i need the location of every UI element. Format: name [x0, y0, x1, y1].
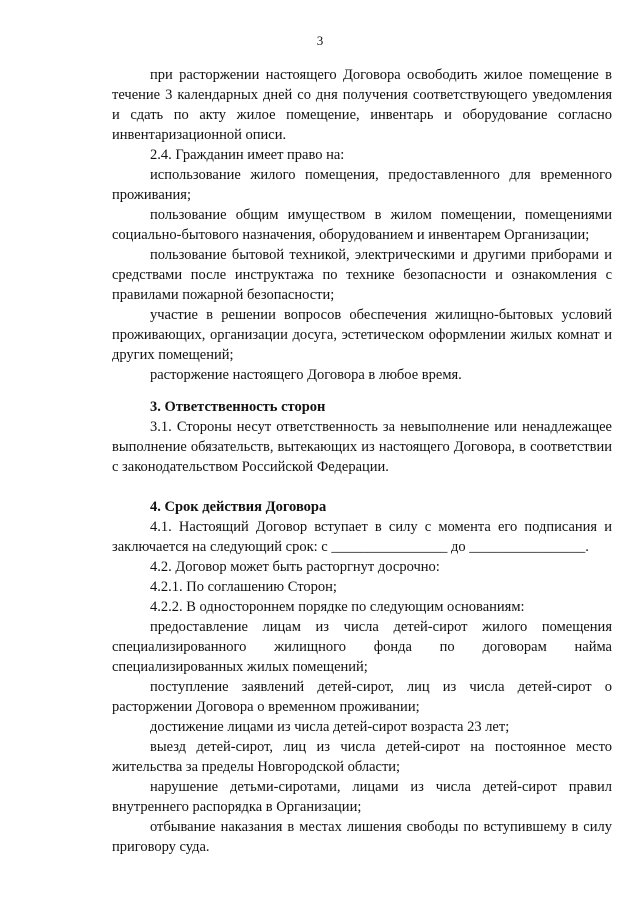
paragraph: выезд детей-сирот, лиц из числа детей-сирот на постоянное место жительства за пределы Новгородской области;	[112, 739, 612, 775]
page-number: 3	[316, 33, 324, 48]
paragraph: расторжение настоящего Договора в любое время.	[150, 367, 462, 383]
paragraph: нарушение детьми-сиротами, лицами из числа детей-сирот правил внутреннего распорядка в Организации;	[112, 779, 612, 815]
paragraph: 2.4. Гражданин имеет право на:	[150, 147, 345, 163]
paragraph: при расторжении настоящего Договора освободить жилое помещение в течение 3 календарных дней со дня получения соответствующего уведомления и сдать по акту жилое помещение, инвентарь и оборудование согласно инвентаризационной описи.	[112, 67, 612, 143]
paragraph: 4.2.1. По соглашению Сторон;	[150, 579, 337, 595]
paragraph: предоставление лицам из числа детей-сирот жилого помещения специализированного жилищного фонда по договорам найма специализированных жилых помещений;	[112, 619, 612, 675]
paragraph: пользование общим имуществом в жилом помещении, помещениями социально-бытового назначения, оборудованием и инвентарем Организации;	[112, 207, 612, 243]
paragraph: отбывание наказания в местах лишения свободы по вступившему в силу приговору суда.	[112, 819, 612, 855]
paragraph: пользование бытовой техникой, электрическими и другими приборами и средствами после инструктажа по технике безопасности и ознакомления с правилами пожарной безопасности;	[112, 247, 612, 303]
document-body	[112, 65, 612, 857]
spacer	[112, 477, 612, 497]
spacer	[112, 385, 612, 397]
paragraph: достижение лицами из числа детей-сирот возраста 23 лет;	[150, 719, 510, 735]
paragraph: поступление заявлений детей-сирот, лиц из числа детей-сирот о расторжении Договора о временном проживании;	[112, 679, 612, 715]
paragraph: 4.1. Настоящий Договор вступает в силу с момента его подписания и заключается на следующий срок: с ________________ до ________________.	[112, 519, 612, 555]
paragraph: 3.1. Стороны несут ответственность за невыполнение или ненадлежащее выполнение обязательств, вытекающих из настоящего Договора, в соответствии с законодательством Российской Федерации.	[112, 419, 612, 475]
section-heading-3: 3. Ответственность сторон	[150, 399, 326, 415]
section-heading-4: 4. Срок действия Договора	[150, 499, 327, 515]
paragraph: 4.2. Договор может быть расторгнут досрочно:	[150, 559, 440, 575]
paragraph: участие в решении вопросов обеспечения жилищно-бытовых условий проживающих, организации досуга, эстетическом оформлении жилых комнат и других помещений;	[112, 307, 612, 363]
paragraph: использование жилого помещения, предоставленного для временного проживания;	[112, 167, 612, 203]
paragraph: 4.2.2. В одностороннем порядке по следующим основаниям:	[150, 599, 525, 615]
